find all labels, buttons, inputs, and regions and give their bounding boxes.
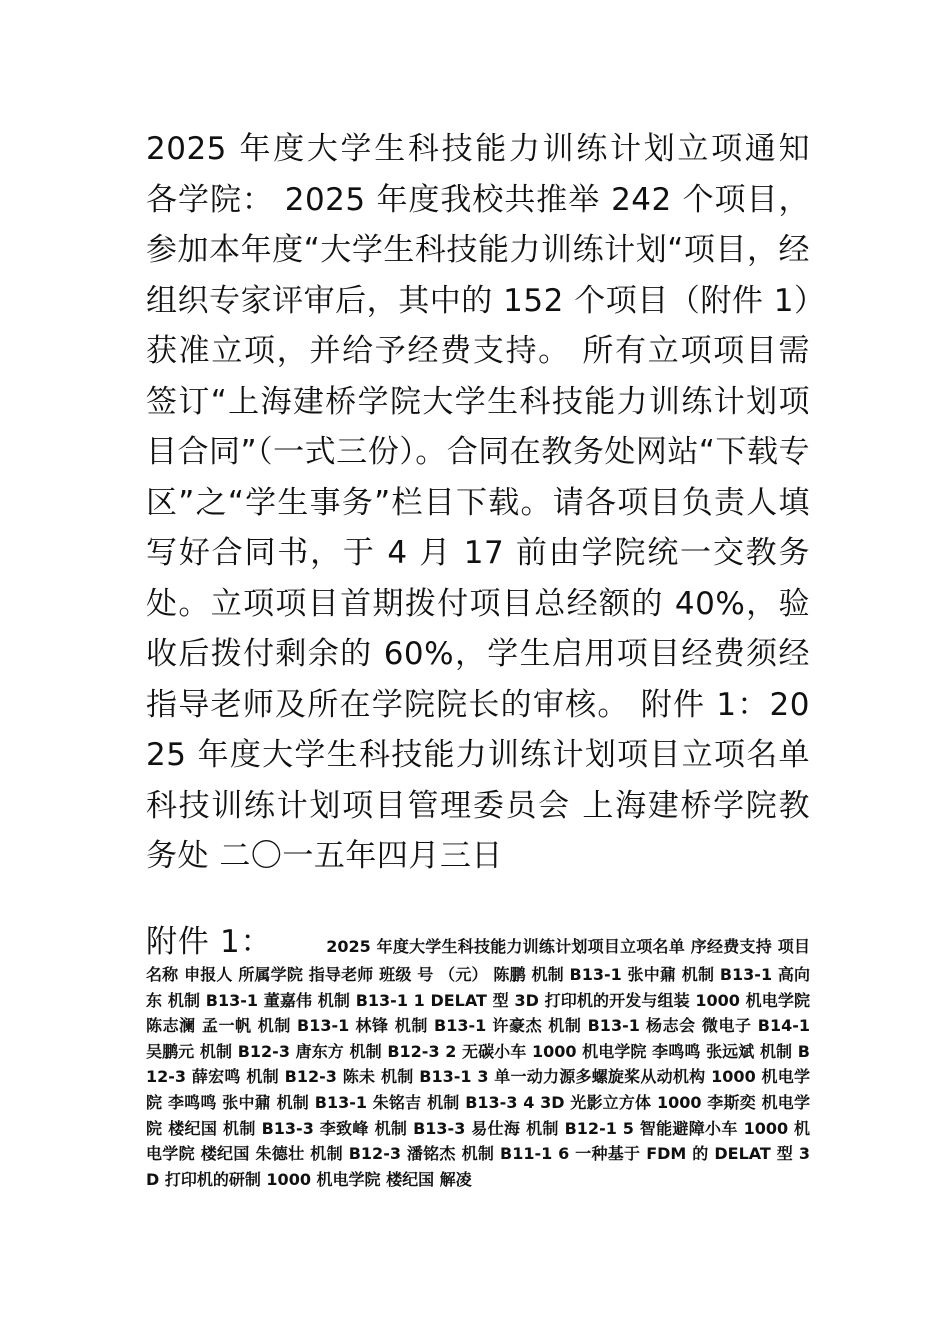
attachment-label: 附件 1： — [146, 924, 273, 960]
notice-paragraph: 2025 年度大学生科技能力训练计划立项通知 各学院： 2025 年度我校共推举 242 个项目，参加本年度“大学生科技能力训练计划“项目，经组织专家评审后，其中的 152 个项目（附件 1）获准立项，并给予经费支持。 所有立项项目需签订“上海建桥学院大学生科技能力训练计划项目合同”（一式三份）。合同在教务处网站“下载专区”之“学生事务”栏目下载。请各项目负责人填写好合同书，于 4 月 17 前由学院统一交教务处。立项项目首期拨付项目总经额的 40%，验收后拨付剩余的 60%，学生启用项目经费须经指导老师及所在学院院长的审核。 附件 1：2025 年度大学生科技能力训练计划项目立项名单 科技训练计划项目管理委员会 上海建桥学院教务处 二〇一五年四月三日 — [146, 131, 810, 874]
attachment-section — [146, 922, 810, 1192]
attachment-list-text: 2025 年度大学生科技能力训练计划项目立项名单 序经费支持 项目名称 申报人 所属学院 指导老师 班级 号 （元） 陈鹏 机制 B13-1 张中鼐 机制 B13-1 高向东 机制 B13-1 董嘉伟 机制 B13-1 1 DELAT 型 3D 打印机的开发与组装 1000 机电学院 陈志澜 孟一帆 机制 B13-1 林锋 机制 B13-1 许豪杰 机制 B13-1 杨志会 微电子 B14-1 吴鹏元 机制 B12-3 唐东方 机制 B12-3 2 无碳小车 1000 机电学院 李鸣鸣 张远斌 机制 B12-3 薛宏鸣 机制 B12-3 陈未 机制 B13-1 3 单一动力源多螺旋桨从动机构 1000 机电学院 李鸣鸣 张中鼐 机制 B13-1 朱铭吉 机制 B13-3 4 3D 光影立方体 1000 李斯奕 机电学院 楼纪国 机制 B13-3 李致峰 机制 B13-3 易仕海 机制 B12-1 5 智能避障小车 1000 机电学院 楼纪国 朱德壮 机制 B12-3 潘铭杰 机制 B11-1 6 一种基于 FDM 的 DELAT 型 3D 打印机的研制 1000 机电学院 楼纪国 解凌 — [146, 937, 811, 1189]
